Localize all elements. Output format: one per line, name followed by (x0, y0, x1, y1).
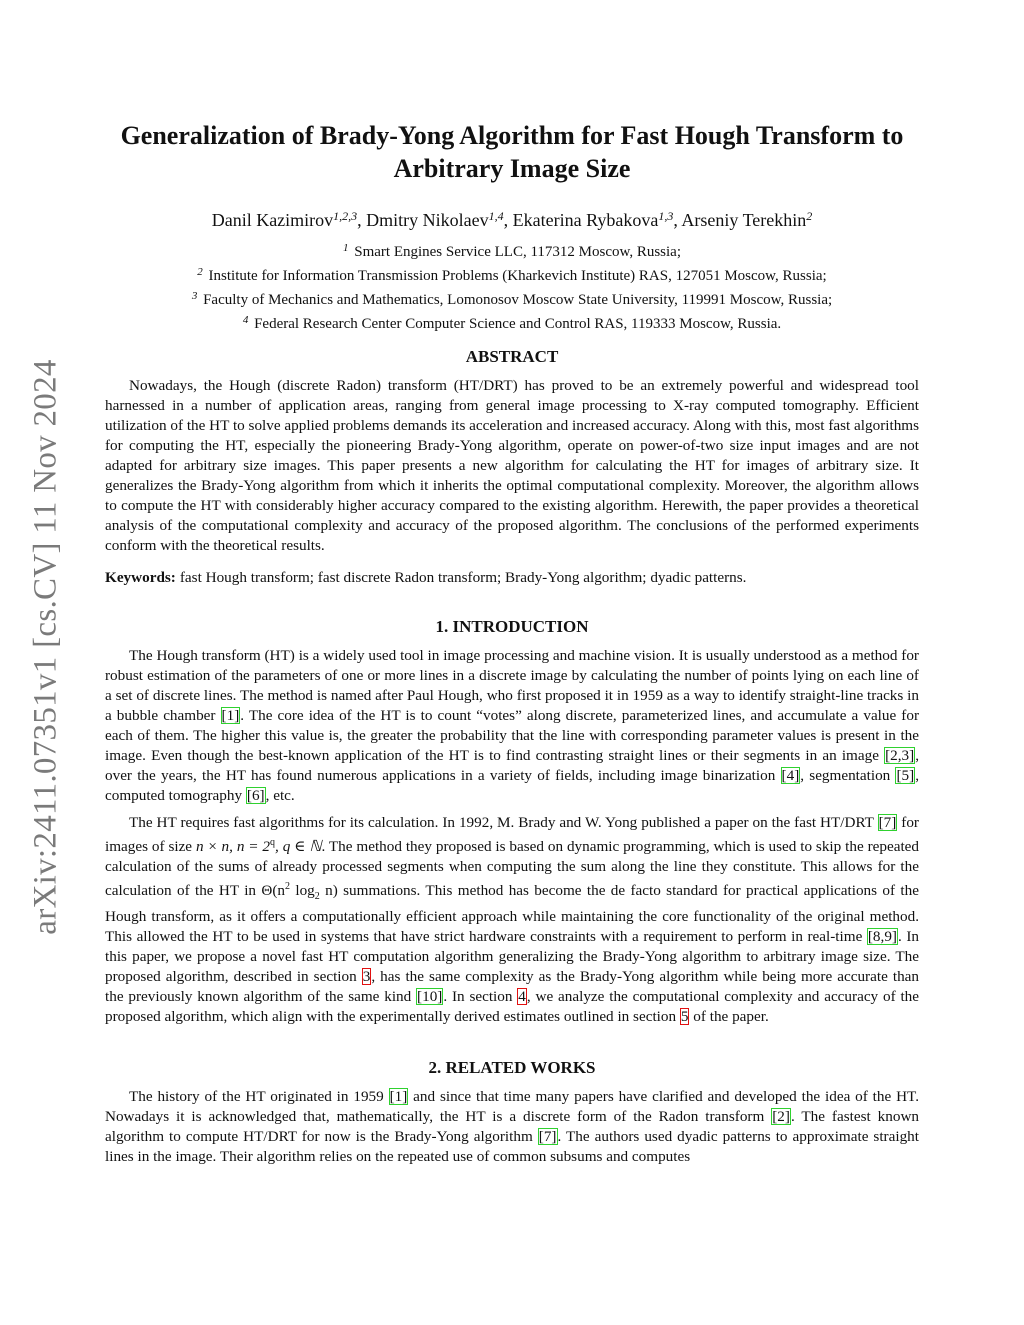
paragraph-text: . The fastest known algorithm to compute HT/DRT for now is the Brady-Yong algorithm (105, 1108, 920, 1145)
paragraph-text: . The authors used dyadic patterns to approximate straight lines in the image. Their algorithm relies on the repeated use of common subsums and computes (105, 1128, 919, 1165)
math-expression: Θ(n (261, 882, 286, 900)
intro-paragraph-2 (105, 813, 919, 1027)
paragraph-text: . The method they proposed is based on dynamic programming, which is used to skip the repeated calculation of the sums of already processed segments when computing the sum along the line they constitute. This allows for the calculation of the HT in (105, 838, 919, 900)
paragraph-text: , has the same complexity as the Brady-Yong algorithm while being more accurate than the previously known algorithm of the same kind (105, 968, 919, 1006)
author-affiliation-mark: 1,4 (488, 209, 504, 223)
section-link[interactable]: 4 (518, 988, 526, 1006)
paragraph-text: . In section (443, 988, 518, 1006)
affiliation-line (105, 286, 919, 310)
affiliation-number: 3 (191, 290, 198, 302)
affiliation-text: Institute for Information Transmission Problems (Kharkevich Institute) RAS, 127051 Moscow, Russia; (208, 268, 827, 284)
author-list: Danil Kazimirov$^{1,2,3}$, Dmitry Nikolaev$^{1,4}$, Ekaterina Rybakova$^{1,3}$, Arseniy Terekhin$^2$ (211, 209, 813, 230)
author-affiliation-mark: 1,2,3 (333, 209, 358, 223)
citation-link[interactable]: [1] (221, 707, 240, 724)
section-link[interactable]: 5 (680, 1008, 689, 1026)
affiliation-text: Faculty of Mechanics and Mathematics, Lomonosov Moscow State University, 119991 Moscow, Russia; (203, 292, 833, 308)
author-affiliation-mark: 1,3 (658, 209, 674, 223)
paragraph-text: , we analyze the computational complexity and accuracy of the proposed algorithm, which align with the experimentally derived estimates outlined in section (105, 988, 920, 1026)
arxiv-sidebar-stamp (22, 348, 70, 946)
abstract-heading: ABSTRACT (465, 347, 559, 366)
paragraph-text: summations. This method has become the de facto standard for practical applications of the Hough transform, as it offers a computationally efficient approach while maintaining the core functionality of the original method. This allowed the HT to be used in systems that have strict hardware constraints with a requirement to perform in real-time (105, 882, 919, 946)
paragraph-text: The Hough transform (HT) is a widely used tool in image processing and machine vision. It is usually understood as a method for robust estimation of the parameters of one or more lines in a discrete image by calculating the number of points lying on each line of a set of discrete lines. The method is named after Paul Hough, who first proposed it in 1959 as a way to identify straight-line tracks in a bubble chamber (105, 647, 919, 724)
paragraph-text: for images of size (105, 814, 919, 856)
author-name: Ekaterina Rybakova (512, 210, 659, 230)
math-superscript: 2 (285, 881, 291, 893)
keywords-line (105, 568, 919, 588)
affiliation-number: 1 (342, 242, 349, 254)
paragraph-text: . In this paper, we propose a novel fast HT computation algorithm generalizing the Brady-Yong algorithm to arbitrary image size. The proposed algorithm, described in section (105, 928, 919, 986)
citation-link[interactable]: [6] (246, 787, 265, 804)
affiliation-number: 4 (242, 314, 249, 326)
citation-link[interactable]: [2,3] (885, 747, 915, 764)
paragraph-text: . The core idea of the HT is to count “votes” along discrete, parameterized lines, and accumulate a value for each of them. The higher this value is, the greater the probability that the line with corresponding parameter values is present in the image. Even though the best-known application of the HT is to find contrasting straight lines or their segments in an image (105, 707, 920, 764)
related-paragraph-1 (105, 1087, 919, 1167)
paragraph-text: and since that time many papers have clarified and developed the idea of the HT. Nowadays it is acknowledged that, mathematically, the HT is a discrete form of the Radon transform (105, 1088, 919, 1125)
math-expression: n) (319, 882, 338, 900)
citation-link[interactable]: [2] (772, 1108, 790, 1125)
keywords-label: Keywords: (105, 569, 176, 586)
arxiv-identifier: arXiv:2411.07351v1 [cs.CV] 11 Nov 2024 (27, 359, 64, 935)
section-link[interactable]: 3 (362, 968, 371, 986)
citation-link[interactable]: [10] (417, 988, 443, 1006)
paragraph-text: , over the years, the HT has found numerous applications in a variety of fields, including image binarization (105, 747, 919, 784)
affiliation-line (105, 238, 919, 262)
math-subscript: 2 (314, 891, 320, 903)
author-name: Danil Kazimirov (211, 210, 334, 230)
affiliation-text: Smart Engines Service LLC, 117312 Moscow, Russia; (354, 244, 682, 260)
math-expression: log (290, 882, 315, 900)
math-superscript: q (270, 837, 276, 848)
citation-link[interactable]: [8,9] (867, 928, 897, 946)
affiliation-line (105, 262, 919, 286)
citation-link[interactable]: [4] (781, 767, 800, 784)
paragraph-text: , segmentation (800, 767, 896, 784)
author-name: Dmitry Nikolaev (366, 210, 489, 230)
keywords-text: fast Hough transform; fast discrete Radon transform; Brady-Yong algorithm; dyadic patterns. (179, 569, 747, 586)
citation-link[interactable]: [7] (538, 1128, 557, 1145)
author-affiliation-mark: 2 (806, 209, 813, 223)
affiliation-text: Federal Research Center Computer Science and Control RAS, 119333 Moscow, Russia. (254, 316, 782, 332)
paragraph-text: The history of the HT originated in 1959 (129, 1088, 389, 1105)
intro-paragraph-1 (105, 646, 919, 806)
citation-link[interactable]: [1] (389, 1088, 408, 1105)
affiliation-list (105, 238, 919, 334)
math-expression: n × n, n = 2 (195, 838, 271, 856)
paragraph-text: The HT requires fast algorithms for its calculation. In 1992, M. Brady and W. Yong published a paper on the fast HT/DRT (129, 814, 878, 831)
math-expression: , q ∈ ℕ (275, 838, 322, 856)
affiliation-line (105, 310, 919, 334)
section-heading-related-works: 2. RELATED WORKS (428, 1058, 596, 1077)
citation-link[interactable]: [5] (896, 767, 915, 784)
paragraph-text: , computed tomography (105, 767, 919, 804)
paragraph-text: , etc. (265, 787, 295, 804)
citation-link[interactable]: [7] (878, 814, 897, 831)
paper-title: Generalization of Brady-Yong Algorithm for Fast Hough Transform to Arbitrary Image Size (120, 121, 904, 183)
author-name: Arseniy Terekhin (681, 210, 807, 230)
section-heading-introduction: 1. INTRODUCTION (435, 617, 589, 636)
affiliation-number: 2 (197, 266, 203, 278)
paragraph-text: of the paper. (689, 1008, 769, 1026)
abstract-body: Nowadays, the Hough (discrete Radon) transform (HT/DRT) has proved to be an extremely powerful and widespread tool harnessed in a number of application areas, ranging from general image processing to X-ray computed tomography. Efficient utilization of the HT to solve applied problems demands its acceleration and increased accuracy. Along with this, most fast algorithms for computing the HT, especially the pioneering Brady-Yong algorithm, operate on power-of-two size input images and are not adapted for arbitrary size images. This paper presents a new algorithm for calculating the HT for images of arbitrary size. It generalizes the Brady-Yong algorithm from which it inherits the optimal computational complexity. Moreover, the algorithm allows to compute the HT with considerably higher accuracy compared to the existing algorithm. Herewith, the paper provides a theoretical analysis of the computational complexity and accuracy of the proposed algorithm. The conclusions of the performed experiments conform with the theoretical results. (105, 377, 920, 554)
